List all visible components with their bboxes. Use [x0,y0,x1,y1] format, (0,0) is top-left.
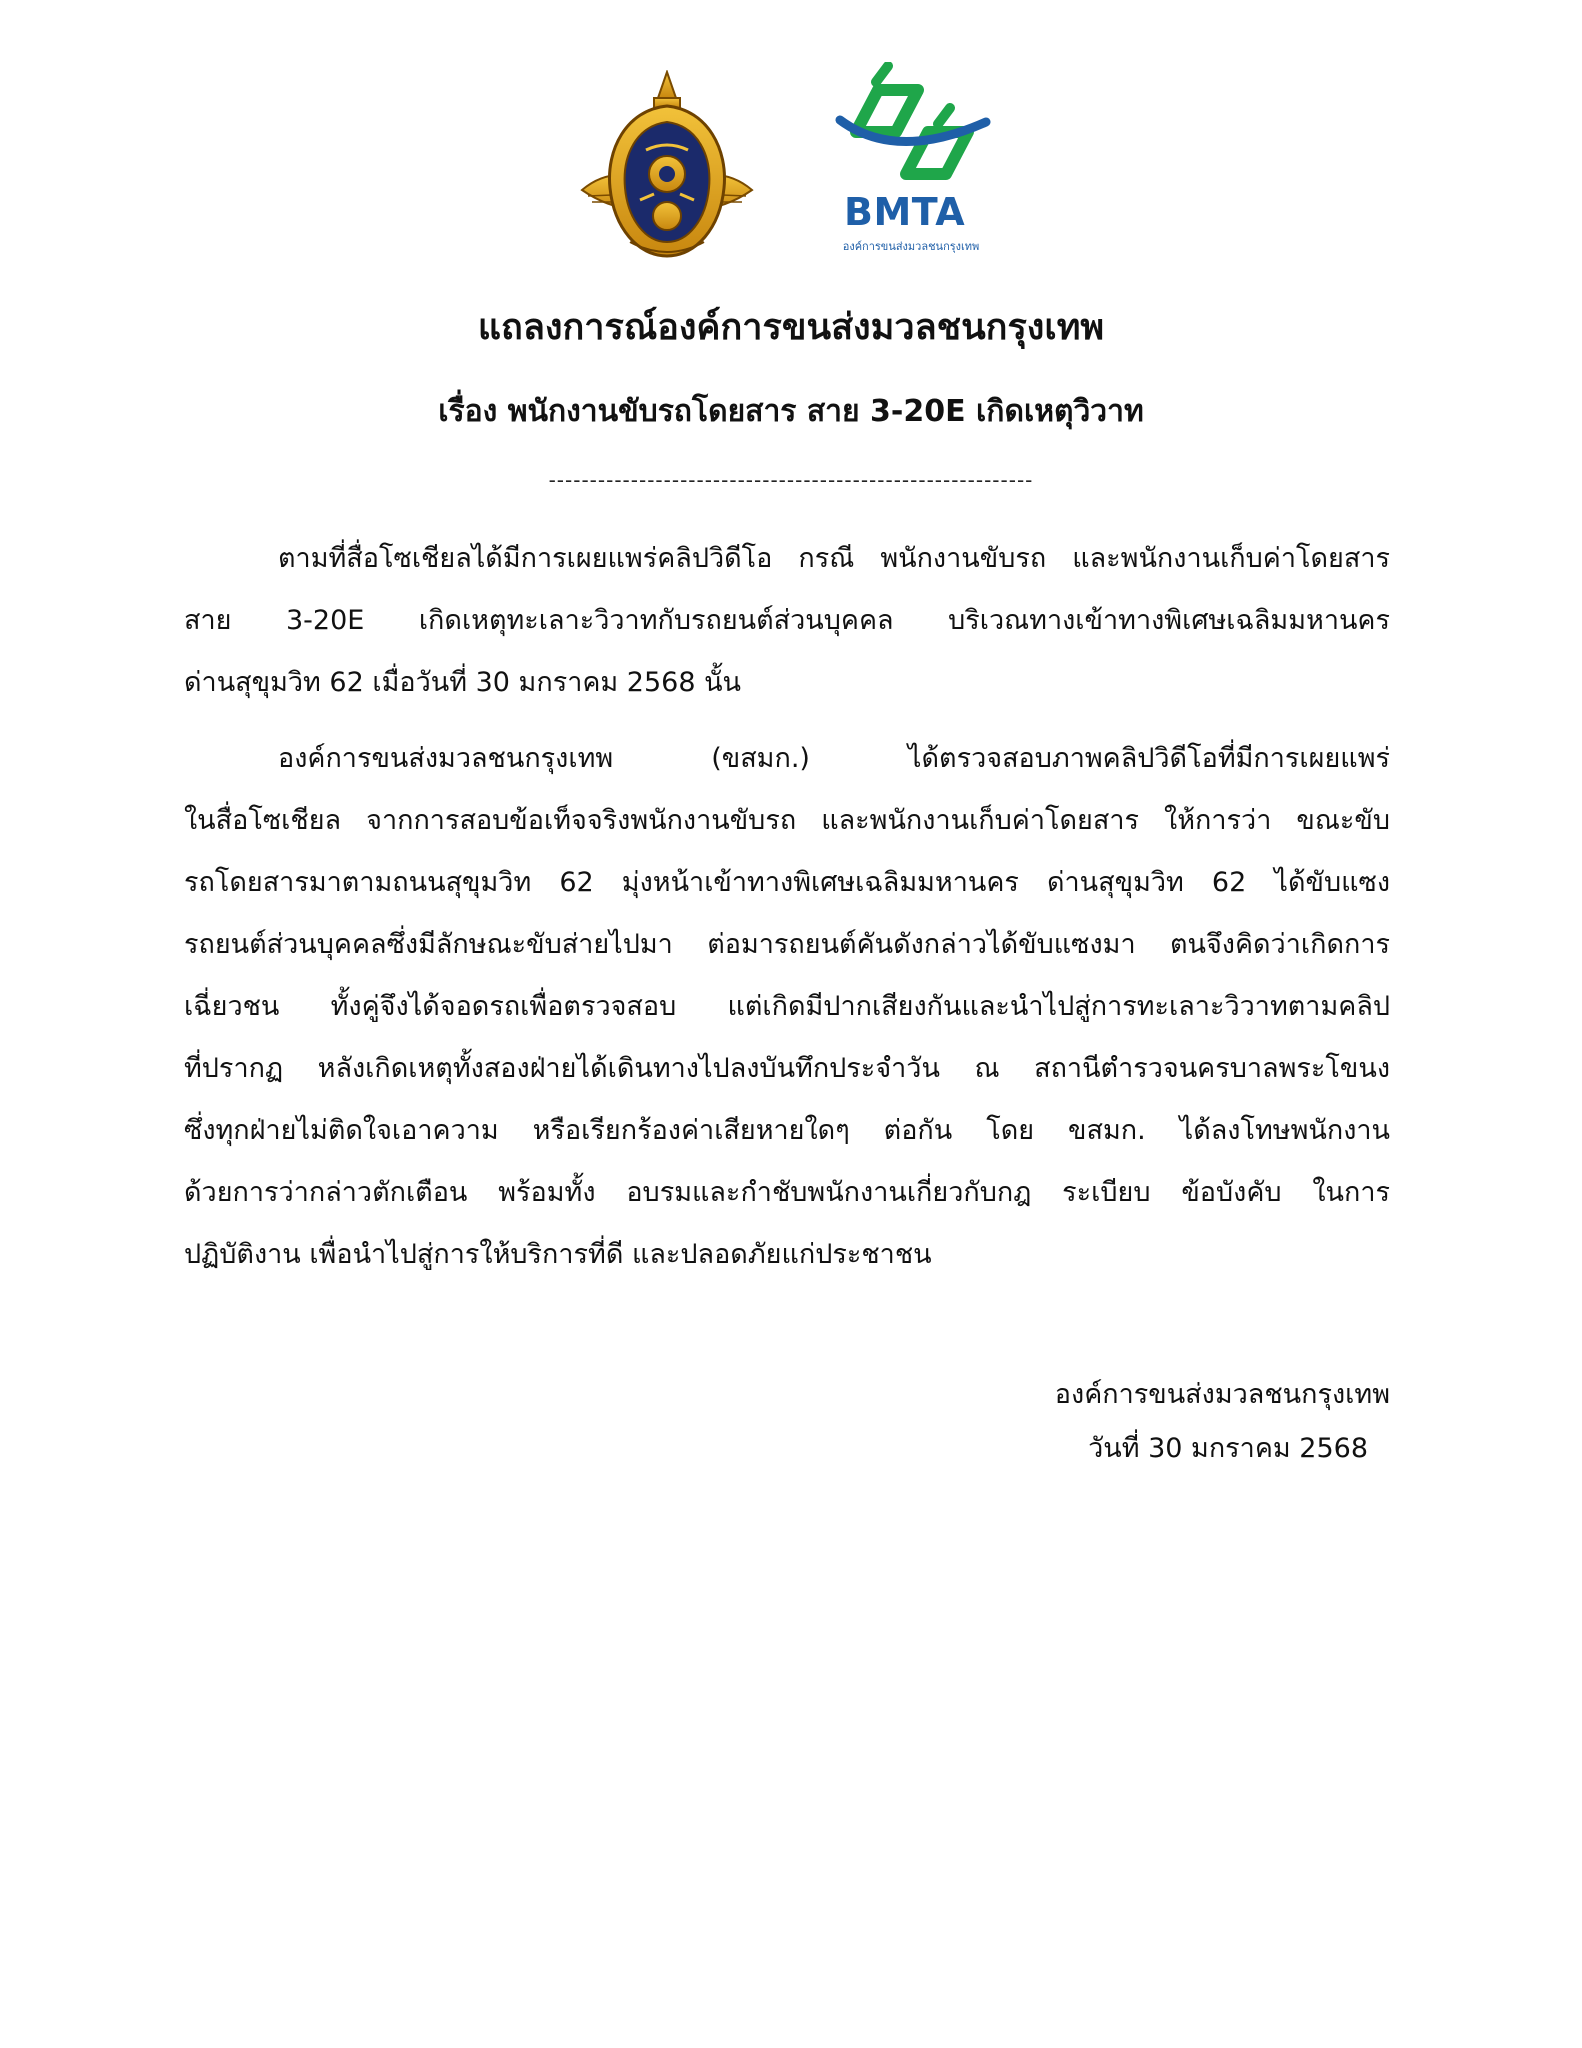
divider-line: ----------------------------------------------------------- [548,468,1034,492]
paragraph-line: รถยนต์ส่วนบุคคลซึ่งมีลักษณะขับส่ายไปมา ต่อมารถยนต์คันดังกล่าวได้ขับแซงมา ตนจึงคิดว่าเกิดการ [184,929,1390,960]
document-title: แถลงการณ์องค์การขนส่งมวลชนกรุงเทพ [477,307,1105,348]
paragraph-line: ตามที่สื่อโซเชียลได้มีการเผยแพร่คลิปวิดีโอ กรณี พนักงานขับรถ และพนักงานเก็บค่าโดยสาร [278,543,1390,574]
bmta-wordmark: BMTA [844,190,966,234]
bmta-logo [826,62,996,254]
paragraph-line: ซึ่งทุกฝ่ายไม่ติดใจเอาความ หรือเรียกร้องค่าเสียหายใดๆ ต่อกัน โดย ขสมก. ได้ลงโทษพนักงาน [184,1115,1390,1146]
logo-header [0,62,1582,262]
paragraph-line: องค์การขนส่งมวลชนกรุงเทพ (ขสมก.) ได้ตรวจสอบภาพคลิปวิดีโอที่มีการเผยแพร่ [278,743,1390,774]
signature-organization: องค์การขนส่งมวลชนกรุงเทพ [1054,1379,1390,1410]
paragraph-line: รถโดยสารมาตามถนนสุขุมวิท 62 มุ่งหน้าเข้าทางพิเศษเฉลิมมหานคร ด่านสุขุมวิท 62 ได้ขับแซง [184,867,1390,898]
document-subject: เรื่อง พนักงานขับรถโดยสาร สาย 3-20E เกิดเหตุวิวาท [438,394,1144,429]
paragraph-line: สาย 3-20E เกิดเหตุทะเลาะวิวาทกับรถยนต์ส่วนบุคคล บริเวณทางเข้าทางพิเศษเฉลิมมหานคร [184,605,1390,636]
paragraph-line: ในสื่อโซเชียล จากการสอบข้อเท็จจริงพนักงานขับรถ และพนักงานเก็บค่าโดยสาร ให้การว่า ขณะขับ [184,805,1390,836]
paragraph-line: ที่ปรากฏ หลังเกิดเหตุทั้งสองฝ่ายได้เดินทางไปลงบันทึกประจำวัน ณ สถานีตำรวจนครบาลพระโขนง [184,1053,1390,1084]
paragraph-1 [184,528,1390,714]
paragraph-line: ด้วยการว่ากล่าวตักเตือน พร้อมทั้ง อบรมและกำชับพนักงานเกี่ยวกับกฎ ระเบียบ ข้อบังคับ ในการ [184,1177,1390,1208]
paragraph-line: ปฏิบัติงาน เพื่อนำไปสู่การให้บริการที่ดี และปลอดภัยแก่ประชาชน [184,1239,932,1270]
signature-date: วันที่ 30 มกราคม 2568 [1088,1433,1368,1464]
paragraph-2 [184,728,1390,1286]
signature-block [0,1368,1390,1476]
paragraph-line: ด่านสุขุมวิท 62 เมื่อวันที่ 30 มกราคม 2568 นั้น [184,667,742,698]
ministry-seal-logo [578,70,756,260]
paragraph-line: เฉี่ยวชน ทั้งคู่จึงได้จอดรถเพื่อตรวจสอบ แต่เกิดมีปากเสียงกันและนำไปสู่การทะเลาะวิวาทตามคลิป [184,991,1390,1022]
bmta-mark-icon [826,62,996,192]
bmta-subtitle: องค์การขนส่งมวลชนกรุงเทพ [842,240,980,253]
